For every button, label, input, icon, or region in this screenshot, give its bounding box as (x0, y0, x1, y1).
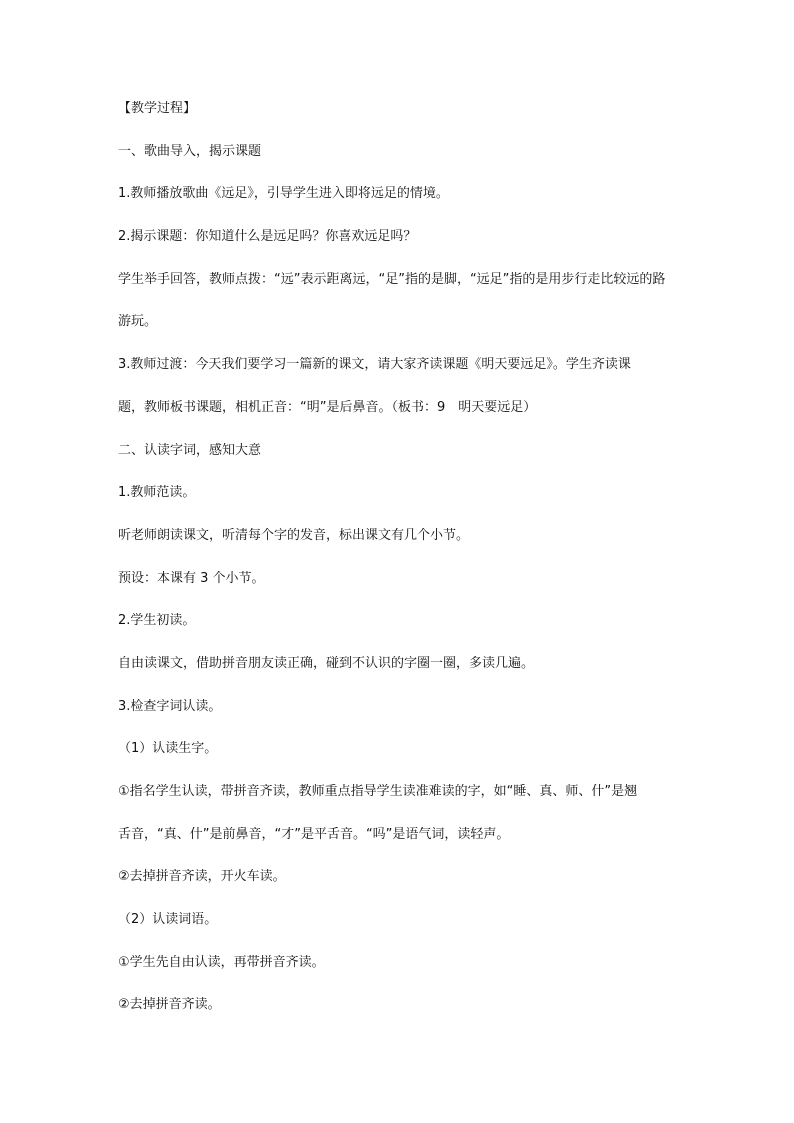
section-heading-2: 二、认读字词，感知大意 (118, 442, 262, 458)
paragraph: 1.教师范读。 (118, 485, 196, 501)
section-heading-1: 一、歌曲导入，揭示课题 (118, 143, 262, 159)
paragraph: 3.检查字词认读。 (118, 698, 222, 714)
paragraph: 2.学生初读。 (118, 613, 196, 629)
paragraph: 2.揭示课题：你知道什么是远足吗？你喜欢远足吗？ (118, 229, 417, 245)
paragraph: 预设：本课有 3 个小节。 (118, 570, 265, 586)
list-item: ①学生先自由认读，再带拼音齐读。 (118, 954, 325, 970)
paragraph: 1.教师播放歌曲《远足》，引导学生进入即将远足的情境。 (118, 186, 449, 202)
list-item: ②去掉拼音齐读。 (118, 997, 221, 1013)
sub-heading: （2）认读词语。 (118, 912, 218, 928)
list-item: ①指名学生认读，带拼音齐读，教师重点指导学生读准难读的字，如“睡、真、师、什”是翘 (118, 784, 638, 799)
paragraph: 学生举手回答，教师点拨：“远”表示距离远，“足”指的是脚，“远足”指的是用步行走比较远的路 (118, 271, 666, 287)
sub-heading: （1）认读生字。 (118, 741, 218, 757)
paragraph-continuation: 游玩。 (118, 314, 158, 330)
paragraph-continuation: 题，教师板书课题，相机正音：“明”是后鼻音。（板书：9 明天要远足） (118, 399, 537, 415)
paragraph: 3.教师过渡：今天我们要学习一篇新的课文，请大家齐读课题《明天要远足》。学生齐读课 (118, 357, 631, 373)
document-body (118, 101, 680, 1040)
list-item-continuation: 舌音，“真、什”是前鼻音，“才”是平舌音。“吗”是语气词，读轻声。 (118, 826, 510, 842)
paragraph: 自由读课文，借助拼音朋友读正确，碰到不认识的字圈一圈，多读几遍。 (118, 655, 535, 671)
section-heading-teaching-process: 【教学过程】 (118, 101, 197, 116)
paragraph: 听老师朗读课文，听清每个字的发音，标出课文有几个小节。 (118, 527, 470, 543)
list-item: ②去掉拼音齐读，开火车读。 (118, 869, 286, 885)
